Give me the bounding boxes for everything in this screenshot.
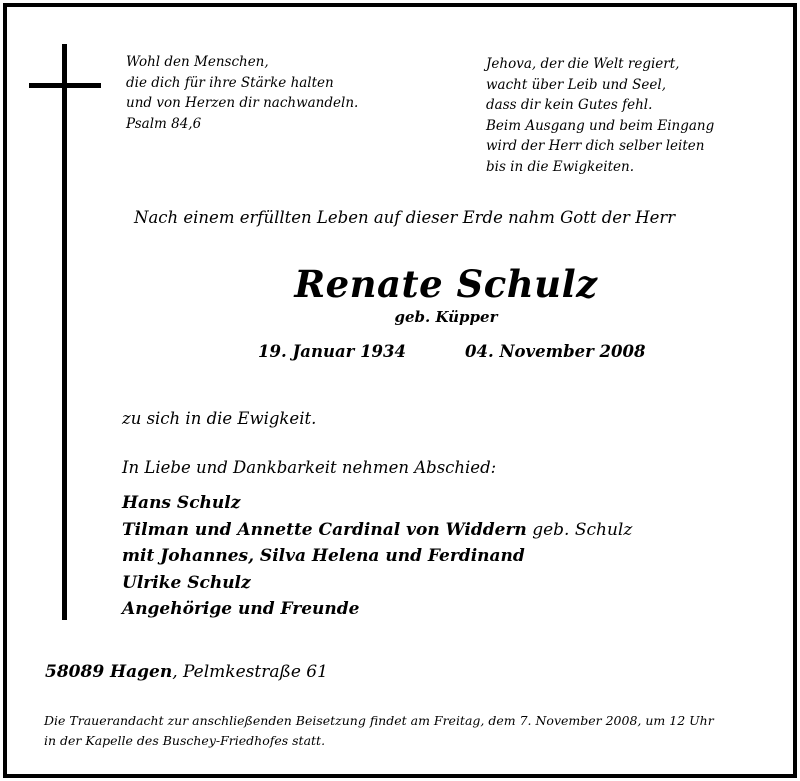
mourner-suffix: geb. Schulz: [526, 519, 633, 540]
mourner-entry: [122, 543, 632, 570]
mourner-name: mit Johannes, Silva Helena und Ferdinand: [122, 546, 525, 566]
mourner-entry: [122, 490, 632, 517]
mourner-name: Ulrike Schulz: [122, 572, 251, 593]
verse-right-line: wacht über Leib und Seel,: [486, 76, 667, 93]
verse-left-line: Psalm 84,6: [126, 115, 202, 132]
mourner-entry: [122, 570, 632, 597]
verse-right-line: dass dir kein Gutes fehl.: [486, 97, 653, 113]
verse-right-line: wird der Herr dich selber leiten: [486, 138, 705, 154]
maiden-name: geb. Küpper: [394, 308, 498, 326]
address: [45, 662, 328, 682]
address-street: , Pelmkestraße 61: [172, 662, 328, 682]
mourner-entry: [122, 517, 632, 544]
verse-left-line: und von Herzen dir nachwandeln.: [126, 95, 359, 111]
mourner-entry: [122, 596, 632, 623]
mourners-list: [122, 490, 632, 623]
service-notice-line: Die Trauerandacht zur anschließenden Beisetzung findet am Freitag, dem 7. November 2008, um 12 Uhr: [44, 713, 714, 728]
verse-left: [126, 52, 358, 134]
verse-right: [486, 54, 714, 177]
verse-right-line: Jehova, der die Welt regiert,: [486, 56, 680, 72]
verse-left-line: die dich für ihre Stärke halten: [126, 74, 334, 91]
intro-text: Nach einem erfüllten Leben auf dieser Erde nahm Gott der Herr: [134, 208, 676, 227]
cross-icon: [62, 44, 67, 620]
mourner-name: Angehörige und Freunde: [122, 599, 360, 619]
cross-icon-beam: [29, 83, 101, 88]
verse-right-line: bis in die Ewigkeiten.: [486, 158, 634, 175]
farewell-text: In Liebe und Dankbarkeit nehmen Abschied:: [122, 458, 497, 477]
verse-right-line: Beim Ausgang und beim Eingang: [486, 117, 715, 134]
service-notice: [44, 711, 714, 751]
deceased-name: Renate Schulz: [294, 262, 598, 306]
death-date: 04. November 2008: [465, 342, 646, 361]
address-city: 58089 Hagen: [45, 662, 173, 682]
verse-left-line: Wohl den Menschen,: [126, 54, 269, 70]
mourner-name: Hans Schulz: [122, 493, 241, 513]
mourner-name: Tilman und Annette Cardinal von Widdern: [122, 519, 527, 540]
service-notice-line: in der Kapelle des Buschey-Friedhofes statt.: [44, 733, 326, 748]
birth-date: 19. Januar 1934: [258, 342, 406, 361]
closing-text: zu sich in die Ewigkeit.: [122, 409, 317, 428]
